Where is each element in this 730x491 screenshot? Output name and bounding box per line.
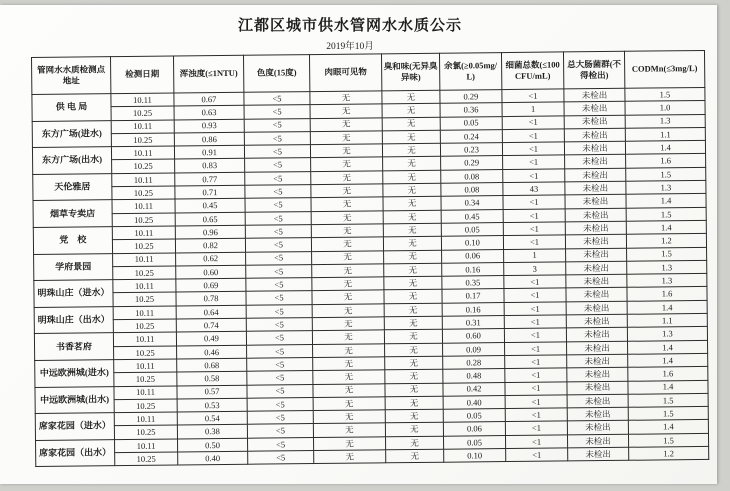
- chlorine-cell: 0.60: [442, 329, 504, 343]
- date-cell: 10.11: [113, 332, 176, 346]
- color-cell: <5: [244, 118, 310, 132]
- turbidity-cell: 0.62: [176, 252, 246, 266]
- color-cell: <5: [245, 238, 311, 252]
- coliform-cell: 未检出: [567, 341, 628, 355]
- codmn-cell: 1.4: [628, 353, 708, 367]
- coliform-cell: 未检出: [565, 235, 626, 249]
- chlorine-cell: 0.28: [443, 355, 505, 369]
- header-visible-matter: 肉眼可见物: [309, 54, 381, 92]
- date-cell: 10.25: [112, 159, 175, 173]
- location-cell: 供 电 局: [32, 94, 111, 121]
- date-cell: 10.11: [112, 226, 175, 240]
- coliform-cell: 未检出: [567, 381, 628, 395]
- water-quality-table-body: [32, 87, 709, 466]
- coliform-cell: 未检出: [564, 141, 625, 155]
- visible-matter-cell: 无: [312, 330, 384, 344]
- chlorine-cell: 0.31: [442, 316, 504, 330]
- date-cell: 10.11: [114, 386, 177, 400]
- color-cell: <5: [245, 171, 311, 185]
- bacteria-cell: <1: [505, 395, 567, 409]
- codmn-cell: 1.4: [628, 380, 708, 394]
- color-cell: <5: [246, 304, 312, 318]
- coliform-cell: 未检出: [566, 248, 627, 262]
- visible-matter-cell: 无: [311, 237, 383, 251]
- codmn-cell: 1.4: [628, 340, 708, 354]
- color-cell: <5: [248, 437, 314, 451]
- chlorine-cell: 0.09: [443, 342, 505, 356]
- color-cell: <5: [247, 411, 313, 425]
- color-cell: <5: [244, 92, 310, 106]
- turbidity-cell: 0.60: [176, 265, 246, 279]
- bacteria-cell: 1: [502, 102, 564, 116]
- turbidity-cell: 0.49: [176, 332, 246, 346]
- codmn-cell: 1.4: [626, 220, 706, 234]
- codmn-cell: 1.5: [628, 393, 708, 407]
- visible-matter-cell: 无: [312, 304, 384, 318]
- location-cell: 明珠山庄（进水）: [34, 280, 113, 307]
- visible-matter-cell: 无: [311, 171, 383, 185]
- odor-cell: 无: [384, 276, 442, 290]
- header-turbidity: 浑浊度(≤1NTU): [173, 55, 243, 93]
- turbidity-cell: 0.82: [175, 239, 245, 253]
- odor-cell: 无: [385, 383, 443, 397]
- bacteria-cell: <1: [503, 169, 565, 183]
- coliform-cell: 未检出: [566, 261, 627, 275]
- bacteria-cell: <1: [504, 275, 566, 289]
- visible-matter-cell: 无: [310, 144, 382, 158]
- visible-matter-cell: 无: [313, 357, 385, 371]
- header-codmn: CODMn(≤3mg/L): [624, 50, 704, 88]
- date-cell: 10.25: [111, 133, 174, 147]
- turbidity-cell: 0.54: [177, 411, 247, 425]
- turbidity-cell: 0.69: [176, 278, 246, 292]
- odor-cell: 无: [385, 436, 443, 450]
- turbidity-cell: 0.40: [178, 451, 248, 465]
- date-cell: 10.25: [115, 452, 178, 466]
- odor-cell: 无: [383, 197, 441, 211]
- color-cell: <5: [245, 158, 311, 172]
- visible-matter-cell: 无: [311, 157, 383, 171]
- color-cell: <5: [245, 185, 311, 199]
- date-cell: 10.25: [112, 186, 175, 200]
- coliform-cell: 未检出: [565, 168, 626, 182]
- chlorine-cell: 0.05: [443, 409, 505, 423]
- turbidity-cell: 0.77: [175, 172, 245, 186]
- date-cell: 10.11: [114, 359, 177, 373]
- chlorine-cell: 0.48: [443, 369, 505, 383]
- codmn-cell: 1.1: [627, 313, 707, 327]
- coliform-cell: 未检出: [564, 88, 625, 102]
- chlorine-cell: 0.36: [440, 103, 502, 117]
- turbidity-cell: 0.64: [176, 305, 246, 319]
- color-cell: <5: [247, 424, 313, 438]
- turbidity-cell: 0.83: [175, 159, 245, 173]
- visible-matter-cell: 无: [312, 264, 384, 278]
- chlorine-cell: 0.08: [441, 169, 503, 183]
- location-cell: 烟草专卖店: [33, 200, 112, 227]
- codmn-cell: 1.4: [625, 141, 705, 155]
- codmn-cell: 1.3: [627, 274, 707, 288]
- turbidity-cell: 0.58: [177, 371, 247, 385]
- color-cell: <5: [247, 344, 313, 358]
- visible-matter-cell: 无: [313, 343, 385, 357]
- date-cell: 10.25: [114, 399, 177, 413]
- coliform-cell: 未检出: [564, 102, 625, 116]
- odor-cell: 无: [382, 117, 440, 131]
- color-cell: <5: [246, 318, 312, 332]
- turbidity-cell: 0.71: [175, 185, 245, 199]
- chlorine-cell: 0.16: [442, 302, 504, 316]
- codmn-cell: 1.2: [626, 234, 706, 248]
- location-cell: 东方广场(进水): [32, 120, 111, 147]
- header-coliform: 总大肠菌群(不得检出): [563, 51, 624, 89]
- chlorine-cell: 0.16: [442, 262, 504, 276]
- date-cell: 10.11: [112, 199, 175, 213]
- bacteria-cell: <1: [506, 448, 568, 462]
- chlorine-cell: 0.40: [443, 395, 505, 409]
- header-odor: 臭和味(无异臭异味): [381, 53, 439, 91]
- date-cell: 10.11: [113, 279, 176, 293]
- chlorine-cell: 0.35: [442, 276, 504, 290]
- codmn-cell: 1.0: [625, 101, 705, 115]
- coliform-cell: 未检出: [568, 447, 629, 461]
- date-cell: 10.25: [113, 319, 176, 333]
- bacteria-cell: 3: [504, 262, 566, 276]
- bacteria-cell: <1: [502, 142, 564, 156]
- codmn-cell: 1.5: [628, 433, 708, 447]
- odor-cell: 无: [384, 263, 442, 277]
- bacteria-cell: <1: [504, 288, 566, 302]
- header-residual-chlorine: 余氯(≥0.05mg/L): [439, 53, 501, 91]
- turbidity-cell: 0.63: [174, 106, 244, 120]
- odor-cell: 无: [382, 104, 440, 118]
- chlorine-cell: 0.42: [443, 382, 505, 396]
- chlorine-cell: 0.10: [444, 449, 506, 463]
- bacteria-cell: <1: [505, 368, 567, 382]
- codmn-cell: 1.1: [625, 127, 705, 141]
- date-cell: 10.25: [114, 346, 177, 360]
- chlorine-cell: 0.05: [443, 435, 505, 449]
- codmn-cell: 1.4: [627, 300, 707, 314]
- visible-matter-cell: 无: [313, 370, 385, 384]
- bacteria-cell: <1: [503, 155, 565, 169]
- location-cell: 书香茗府: [34, 333, 113, 360]
- odor-cell: 无: [385, 343, 443, 357]
- bacteria-cell: 1: [504, 248, 566, 262]
- date-cell: 10.11: [113, 306, 176, 320]
- date-cell: 10.11: [111, 120, 174, 134]
- coliform-cell: 未检出: [566, 328, 627, 342]
- chlorine-cell: 0.24: [440, 129, 502, 143]
- color-cell: <5: [245, 198, 311, 212]
- color-cell: <5: [246, 331, 312, 345]
- bacteria-cell: <1: [505, 342, 567, 356]
- coliform-cell: 未检出: [565, 195, 626, 209]
- visible-matter-cell: 无: [311, 184, 383, 198]
- odor-cell: 无: [383, 183, 441, 197]
- codmn-cell: 1.4: [628, 420, 708, 434]
- color-cell: <5: [244, 145, 310, 159]
- codmn-cell: 1.5: [627, 247, 707, 261]
- turbidity-cell: 0.78: [176, 292, 246, 306]
- chlorine-cell: 0.23: [440, 143, 502, 157]
- date-cell: 10.25: [114, 372, 177, 386]
- odor-cell: 无: [386, 449, 444, 463]
- header-date: 检测日期: [111, 56, 174, 94]
- bacteria-cell: <1: [505, 355, 567, 369]
- bacteria-cell: <1: [502, 116, 564, 130]
- coliform-cell: 未检出: [567, 421, 628, 435]
- bacteria-cell: <1: [503, 235, 565, 249]
- coliform-cell: 未检出: [566, 288, 627, 302]
- visible-matter-cell: 无: [312, 290, 384, 304]
- coliform-cell: 未检出: [566, 301, 627, 315]
- chlorine-cell: 0.17: [442, 289, 504, 303]
- location-cell: 天伦雅居: [33, 173, 112, 200]
- coliform-cell: 未检出: [565, 208, 626, 222]
- title-block: [0, 14, 700, 52]
- color-cell: <5: [247, 384, 313, 398]
- visible-matter-cell: 无: [312, 317, 384, 331]
- color-cell: <5: [246, 278, 312, 292]
- page-title: 江都区城市供水管网水水质公示: [237, 18, 462, 34]
- coliform-cell: 未检出: [567, 434, 628, 448]
- bacteria-cell: <1: [505, 381, 567, 395]
- chlorine-cell: 0.06: [442, 249, 504, 263]
- codmn-cell: 1.2: [629, 446, 709, 460]
- codmn-cell: 1.4: [626, 194, 706, 208]
- location-cell: 席家花园（出水）: [36, 439, 115, 466]
- bacteria-cell: <1: [504, 302, 566, 316]
- color-cell: <5: [247, 358, 313, 372]
- odor-cell: 无: [382, 130, 440, 144]
- odor-cell: 无: [384, 303, 442, 317]
- color-cell: <5: [247, 371, 313, 385]
- turbidity-cell: 0.74: [176, 318, 246, 332]
- chlorine-cell: 0.45: [441, 209, 503, 223]
- water-quality-table: [31, 50, 709, 467]
- location-cell: 学府景园: [34, 253, 113, 280]
- turbidity-cell: 0.68: [177, 358, 247, 372]
- coliform-cell: 未检出: [566, 314, 627, 328]
- odor-cell: 无: [384, 316, 442, 330]
- codmn-cell: 1.3: [625, 114, 705, 128]
- bacteria-cell: <1: [503, 209, 565, 223]
- bacteria-cell: <1: [503, 222, 565, 236]
- date-cell: 10.11: [114, 412, 177, 426]
- color-cell: <5: [245, 225, 311, 239]
- bacteria-cell: <1: [505, 435, 567, 449]
- color-cell: <5: [244, 131, 310, 145]
- coliform-cell: 未检出: [566, 274, 627, 288]
- date-cell: 10.11: [115, 439, 178, 453]
- bacteria-cell: <1: [504, 328, 566, 342]
- bacteria-cell: 43: [503, 182, 565, 196]
- coliform-cell: 未检出: [565, 155, 626, 169]
- odor-cell: 无: [382, 143, 440, 157]
- odor-cell: 无: [383, 210, 441, 224]
- bacteria-cell: <1: [504, 315, 566, 329]
- odor-cell: 无: [382, 90, 440, 104]
- codmn-cell: 1.5: [625, 87, 705, 101]
- odor-cell: 无: [384, 250, 442, 264]
- codmn-cell: 1.5: [626, 167, 706, 181]
- visible-matter-cell: 无: [313, 383, 385, 397]
- turbidity-cell: 0.91: [174, 145, 244, 159]
- turbidity-cell: 0.96: [175, 225, 245, 239]
- visible-matter-cell: 无: [311, 210, 383, 224]
- location-cell: 东方广场(出水): [32, 147, 111, 174]
- turbidity-cell: 0.93: [174, 119, 244, 133]
- date-cell: 10.25: [113, 266, 176, 280]
- header-color: 色度(15度): [243, 55, 309, 93]
- bacteria-cell: <1: [502, 129, 564, 143]
- visible-matter-cell: 无: [313, 397, 385, 411]
- odor-cell: 无: [385, 396, 443, 410]
- codmn-cell: 1.3: [627, 327, 707, 341]
- turbidity-cell: 0.57: [177, 385, 247, 399]
- coliform-cell: 未检出: [565, 221, 626, 235]
- codmn-cell: 1.6: [628, 367, 708, 381]
- odor-cell: 无: [383, 223, 441, 237]
- chlorine-cell: 0.10: [441, 236, 503, 250]
- coliform-cell: 未检出: [564, 128, 625, 142]
- location-cell: 中远欧洲城(进水): [35, 360, 114, 387]
- odor-cell: 无: [384, 330, 442, 344]
- visible-matter-cell: 无: [311, 197, 383, 211]
- odor-cell: 无: [385, 409, 443, 423]
- visible-matter-cell: 无: [311, 224, 383, 238]
- visible-matter-cell: 无: [310, 104, 382, 118]
- color-cell: <5: [245, 211, 311, 225]
- chlorine-cell: 0.05: [440, 116, 502, 130]
- visible-matter-cell: 无: [313, 410, 385, 424]
- chlorine-cell: 0.08: [441, 183, 503, 197]
- date-cell: 10.11: [111, 93, 174, 107]
- visible-matter-cell: 无: [312, 250, 384, 264]
- page-subtitle: 2019年10月: [326, 42, 374, 52]
- turbidity-cell: 0.65: [175, 212, 245, 226]
- coliform-cell: 未检出: [567, 368, 628, 382]
- odor-cell: 无: [385, 423, 443, 437]
- color-cell: <5: [247, 397, 313, 411]
- odor-cell: 无: [383, 236, 441, 250]
- date-cell: 10.25: [113, 292, 176, 306]
- location-cell: 明珠山庄（出水）: [34, 306, 113, 333]
- turbidity-cell: 0.67: [174, 92, 244, 106]
- date-cell: 10.25: [114, 425, 177, 439]
- codmn-cell: 1.3: [626, 181, 706, 195]
- date-cell: 10.25: [111, 106, 174, 120]
- visible-matter-cell: 无: [313, 437, 385, 451]
- bacteria-cell: <1: [502, 89, 564, 103]
- odor-cell: 无: [383, 170, 441, 184]
- date-cell: 10.25: [112, 239, 175, 253]
- turbidity-cell: 0.50: [178, 438, 248, 452]
- turbidity-cell: 0.46: [177, 345, 247, 359]
- visible-matter-cell: 无: [310, 91, 382, 105]
- chlorine-cell: 0.29: [441, 156, 503, 170]
- turbidity-cell: 0.45: [175, 199, 245, 213]
- chlorine-cell: 0.05: [441, 223, 503, 237]
- visible-matter-cell: 无: [314, 450, 386, 464]
- location-cell: 席家花园（进水）: [35, 413, 114, 440]
- odor-cell: 无: [385, 369, 443, 383]
- location-cell: 中远欧洲城(出水): [35, 386, 114, 413]
- coliform-cell: 未检出: [567, 354, 628, 368]
- date-cell: 10.11: [111, 146, 174, 160]
- codmn-cell: 1.6: [626, 154, 706, 168]
- color-cell: <5: [246, 251, 312, 265]
- color-cell: <5: [248, 451, 314, 465]
- codmn-cell: 1.3: [627, 260, 707, 274]
- odor-cell: 无: [384, 290, 442, 304]
- color-cell: <5: [244, 105, 310, 119]
- coliform-cell: 未检出: [567, 394, 628, 408]
- coliform-cell: 未检出: [564, 115, 625, 129]
- turbidity-cell: 0.53: [177, 398, 247, 412]
- codmn-cell: 1.5: [628, 407, 708, 421]
- visible-matter-cell: 无: [310, 131, 382, 145]
- coliform-cell: 未检出: [567, 407, 628, 421]
- bacteria-cell: <1: [505, 408, 567, 422]
- color-cell: <5: [246, 291, 312, 305]
- color-cell: <5: [246, 264, 312, 278]
- odor-cell: 无: [385, 356, 443, 370]
- bacteria-cell: <1: [505, 421, 567, 435]
- header-bacteria-count: 细菌总数(≤100CFU/mL): [501, 52, 563, 90]
- visible-matter-cell: 无: [313, 423, 385, 437]
- codmn-cell: 1.6: [627, 287, 707, 301]
- chlorine-cell: 0.34: [441, 196, 503, 210]
- odor-cell: 无: [383, 157, 441, 171]
- date-cell: 10.25: [112, 213, 175, 227]
- location-cell: 党 校: [33, 227, 112, 254]
- visible-matter-cell: 无: [312, 277, 384, 291]
- codmn-cell: 1.5: [626, 207, 706, 221]
- header-address: 管网水水质检测点地址: [32, 57, 111, 95]
- chlorine-cell: 0.29: [440, 90, 502, 104]
- chlorine-cell: 0.06: [443, 422, 505, 436]
- turbidity-cell: 0.38: [177, 425, 247, 439]
- date-cell: 10.11: [112, 173, 175, 187]
- date-cell: 10.11: [113, 253, 176, 267]
- visible-matter-cell: 无: [310, 117, 382, 131]
- coliform-cell: 未检出: [565, 181, 626, 195]
- turbidity-cell: 0.86: [174, 132, 244, 146]
- bacteria-cell: <1: [503, 195, 565, 209]
